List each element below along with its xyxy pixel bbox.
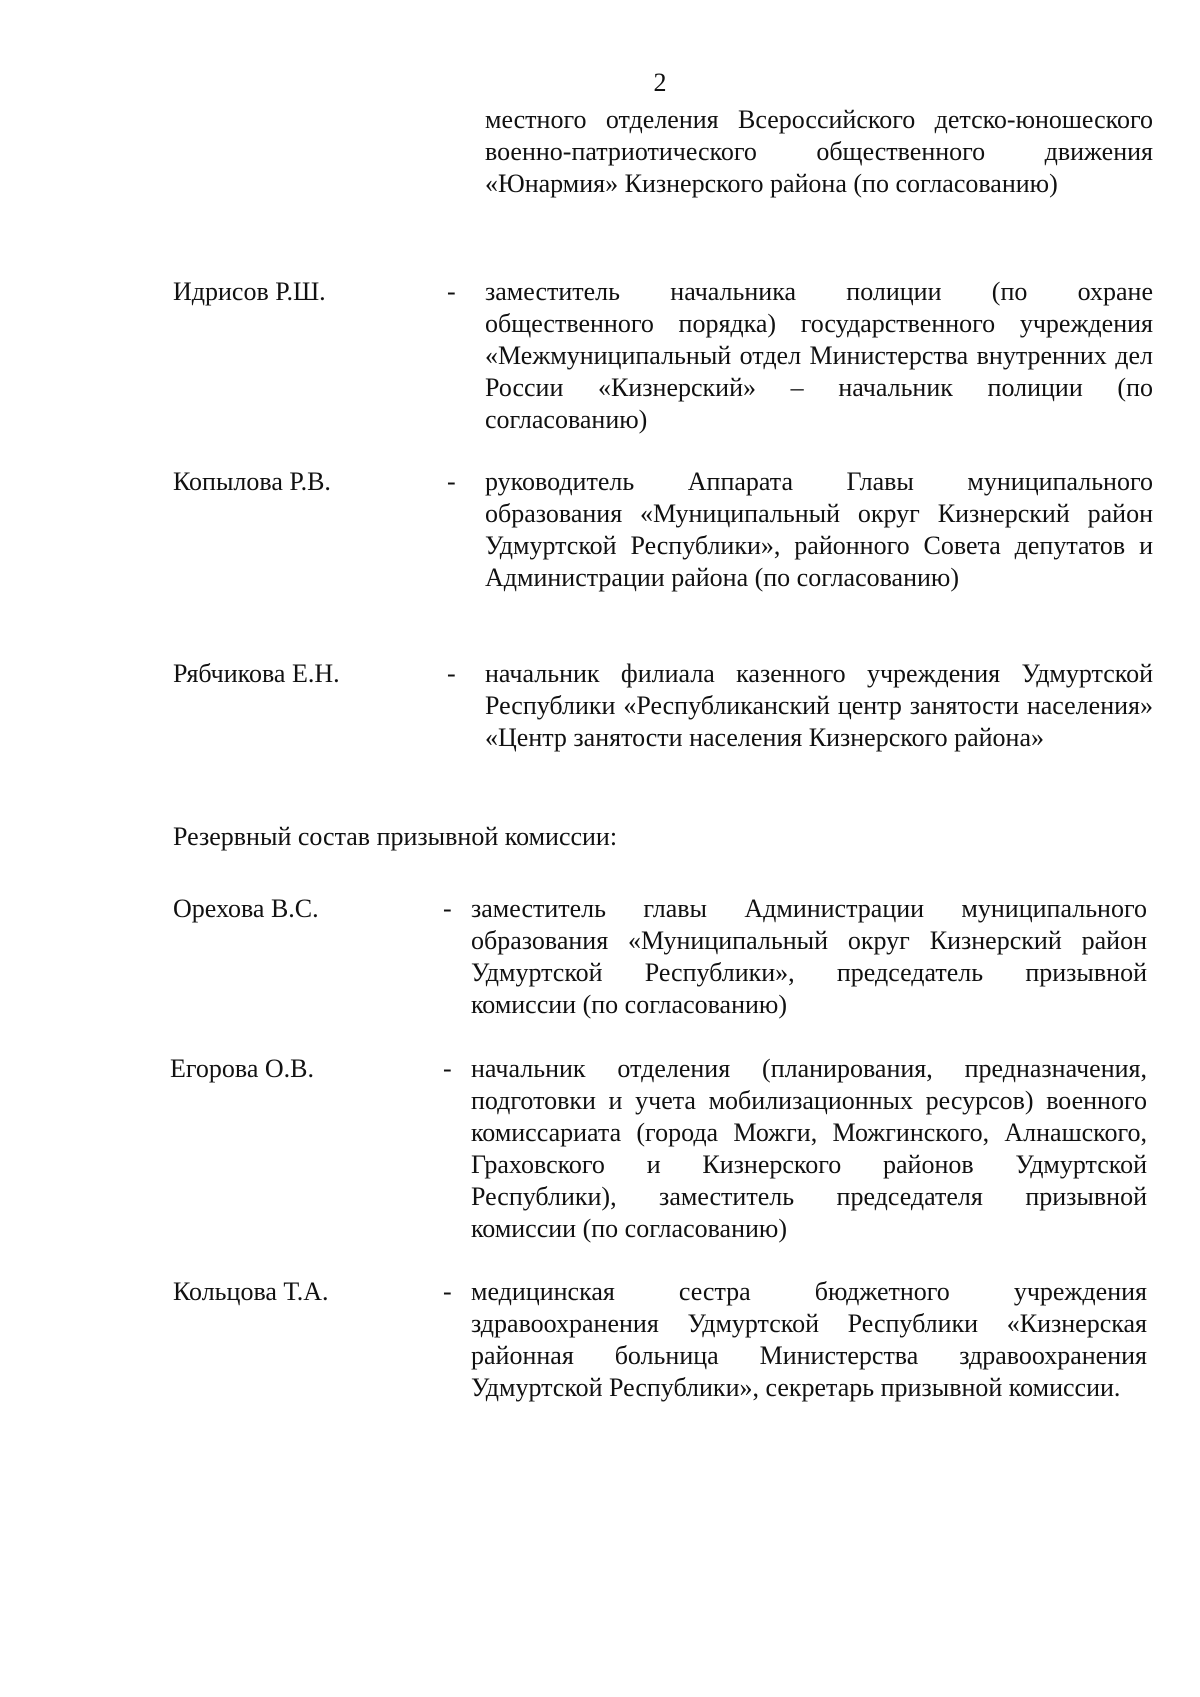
member-name: Егорова О.В. <box>170 1054 314 1083</box>
member-name: Рябчикова Е.Н. <box>173 659 340 688</box>
member-description: медицинская сестра бюджетного учреждения здравоохранения Удмуртской Республики «Кизнерская районная больница Министерства здравоохранения Удмуртской Республики», секретарь призывной комиссии. <box>471 1277 1147 1402</box>
member-description: руководитель Аппарата Главы муниципального образования «Муниципальный округ Кизнерский район Удмуртской Республики», районного Совета депутатов и Администрации района (по согласованию) <box>485 467 1153 592</box>
member-description: заместитель главы Администрации муниципального образования «Муниципальный округ Кизнерский район Удмуртской Республики», председатель призывной комиссии (по согласованию) <box>471 894 1147 1019</box>
member-dash: - <box>443 1277 452 1306</box>
member-description: начальник отделения (планирования, предназначения, подготовки и учета мобилизационных ресурсов) военного комиссариата (города Можги, Можгинского, Алнашского, Граховского и Кизнерского районов Удмуртской Республики), заместитель председателя призывной комиссии (по согласованию) <box>471 1054 1147 1243</box>
member-dash: - <box>447 659 456 688</box>
member-dash: - <box>443 894 452 923</box>
member-description: начальник филиала казенного учреждения Удмуртской Республики «Республиканский центр занятости населения» «Центр занятости населения Кизнерского района» <box>485 659 1153 752</box>
page-number: 2 <box>653 68 667 97</box>
member-dash: - <box>443 1054 452 1083</box>
member-name: Идрисов Р.Ш. <box>173 277 326 306</box>
member-name: Кольцова Т.А. <box>173 1277 329 1306</box>
reserve-heading: Резервный состав призывной комиссии: <box>173 822 618 851</box>
member-name: Орехова В.С. <box>173 894 319 923</box>
member-dash: - <box>447 277 456 306</box>
member-dash: - <box>447 467 456 496</box>
member-description: заместитель начальника полиции (по охране общественного порядка) государственного учреждения «Межмуниципальный отдел Министерства внутренних дел России «Кизнерский» – начальник полиции (по согласованию) <box>485 277 1153 434</box>
member-name: Копылова Р.В. <box>173 467 331 496</box>
continuation-description: местного отделения Всероссийского детско-юношеского военно-патриотического общественного движения «Юнармия» Кизнерского района (по согласованию) <box>485 105 1153 198</box>
